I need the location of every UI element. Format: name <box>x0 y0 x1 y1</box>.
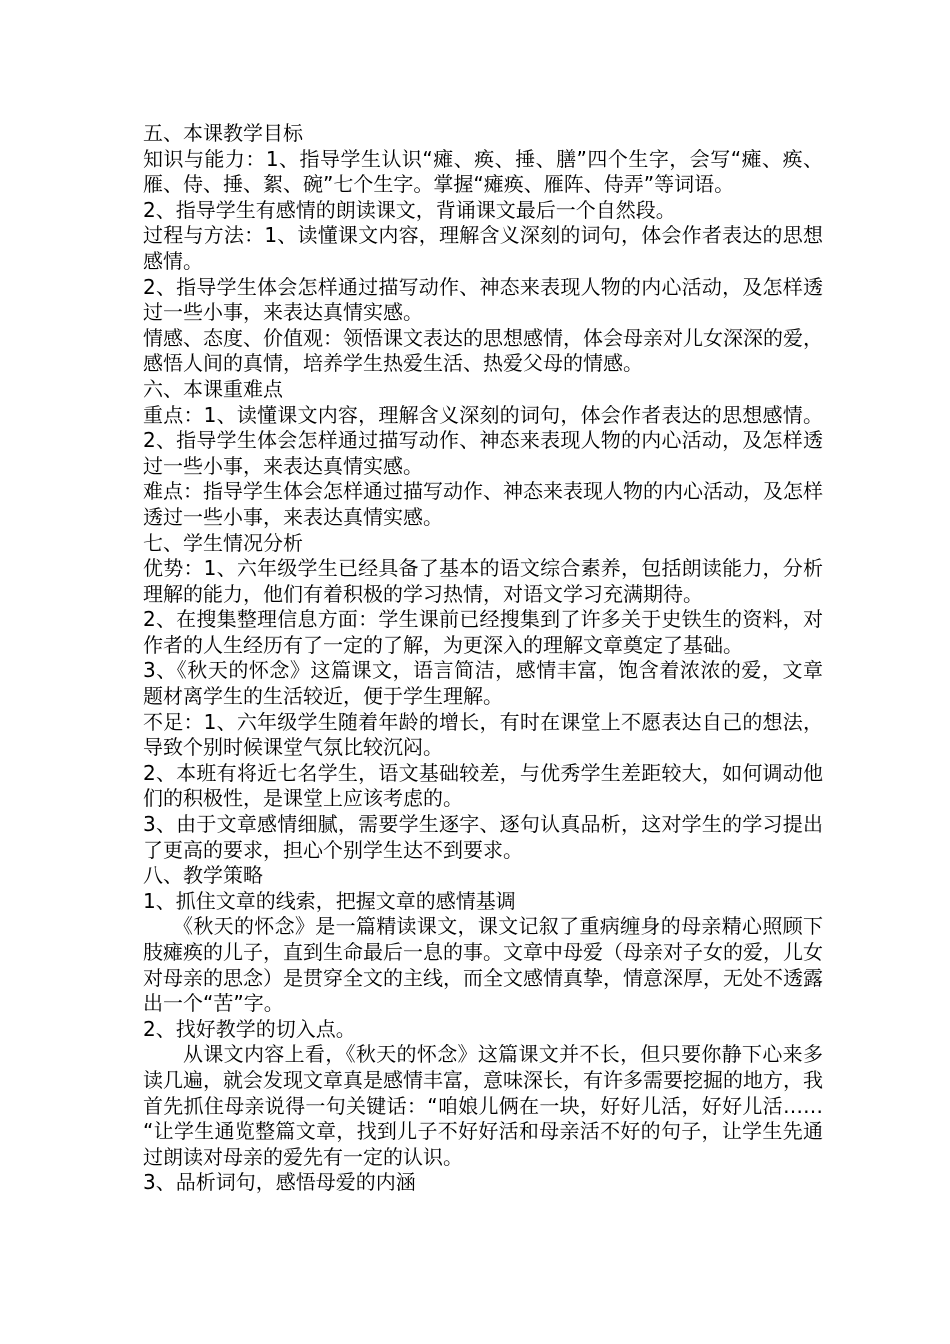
document-page <box>143 121 823 1196</box>
paragraph: 从课文内容上看，《秋天的怀念》这篇课文并不长，但只要你静下心来多读几遍，就会发现文章真是感情丰富，意味深长，有许多需要挖掘的地方，我首先抓住母亲说得一句关键话：“咱娘儿俩在一块，好好儿活，好好儿活…… “让学生通览整篇文章，找到儿子不好好活和母亲活不好的句子，让学生先通过朗读对母亲的爱先有一定的认识。 <box>143 1042 823 1169</box>
paragraph: 3、品析词句，感悟母爱的内涵 <box>143 1170 416 1195</box>
paragraph: 情感、态度、价值观：领悟课文表达的思想感情，体会母亲对儿女深深的爱，感悟人间的真情，培养学生热爱生活、热爱父母的情感。 <box>143 325 823 376</box>
paragraph: 知识与能力：1、指导学生认识“瘫、痪、捶、膳”四个生字，会写“瘫、痪、雁、侍、捶、絮、碗”七个生字。掌握“瘫痪、雁阵、侍弄”等词语。 <box>143 146 823 197</box>
section-heading-student-analysis: 七、学生情况分析 <box>143 530 303 555</box>
paragraph: 不足：1、六年级学生随着年龄的增长，有时在课堂上不愿表达自己的想法，导致个别时候课堂气氛比较沉闷。 <box>143 709 823 760</box>
paragraph: 《秋天的怀念》是一篇精读课文，课文记叙了重病缠身的母亲精心照顾下肢瘫痪的儿子，直到生命最后一息的事。文章中母爱（母亲对子女的爱，儿女对母亲的思念）是贯穿全文的主线，而全文感情真挚，情意深厚，无处不透露出一个“苦”字。 <box>143 914 823 1016</box>
paragraph: 难点：指导学生体会怎样通过描写动作、神态来表现人物的内心活动，及怎样透过一些小事，来表达真情实感。 <box>143 479 823 529</box>
paragraph: 2、指导学生体会怎样通过描写动作、神态来表现人物的内心活动，及怎样透过一些小事，来表达真情实感。 <box>143 274 823 325</box>
paragraph: 2、本班有将近七名学生，语文基础较差，与优秀学生差距较大，如何调动他们的积极性，是课堂上应该考虑的。 <box>143 760 823 811</box>
paragraph: 3、《秋天的怀念》这篇课文，语言简洁，感情丰富，饱含着浓浓的爱，文章题材离学生的生活较近，便于学生理解。 <box>143 658 823 709</box>
paragraph: 过程与方法：1、读懂课文内容，理解含义深刻的词句，体会作者表达的思想感情。 <box>143 223 823 273</box>
paragraph: 重点：1、读懂课文内容，理解含义深刻的词句，体会作者表达的思想感情。2、指导学生体会怎样通过描写动作、神态来表现人物的内心活动，及怎样透过一些小事，来表达真情实感。 <box>143 402 823 478</box>
paragraph: 2、找好教学的切入点。 <box>143 1016 356 1041</box>
paragraph: 1、抓住文章的线索，把握文章的感情基调 <box>143 888 516 913</box>
section-heading-goals: 五、本课教学目标 <box>143 121 303 145</box>
paragraph: 3、由于文章感情细腻，需要学生逐字、逐句认真品析，这对学生的学习提出了更高的要求，担心个别学生达不到要求。 <box>143 812 823 862</box>
paragraph: 优势：1、六年级学生已经具备了基本的语文综合素养，包括朗读能力，分析理解的能力，他们有着积极的学习热情，对语文学习充满期待。 <box>143 556 823 606</box>
paragraph: 2、指导学生有感情的朗读课文，背诵课文最后一个自然段。 <box>143 197 676 222</box>
section-heading-strategy: 八、教学策略 <box>143 863 263 888</box>
section-heading-key-points: 六、本课重难点 <box>143 376 283 401</box>
paragraph: 2、在搜集整理信息方面：学生课前已经搜集到了许多关于史铁生的资料，对作者的人生经历有了一定的了解，为更深入的理解文章奠定了基础。 <box>143 607 823 657</box>
